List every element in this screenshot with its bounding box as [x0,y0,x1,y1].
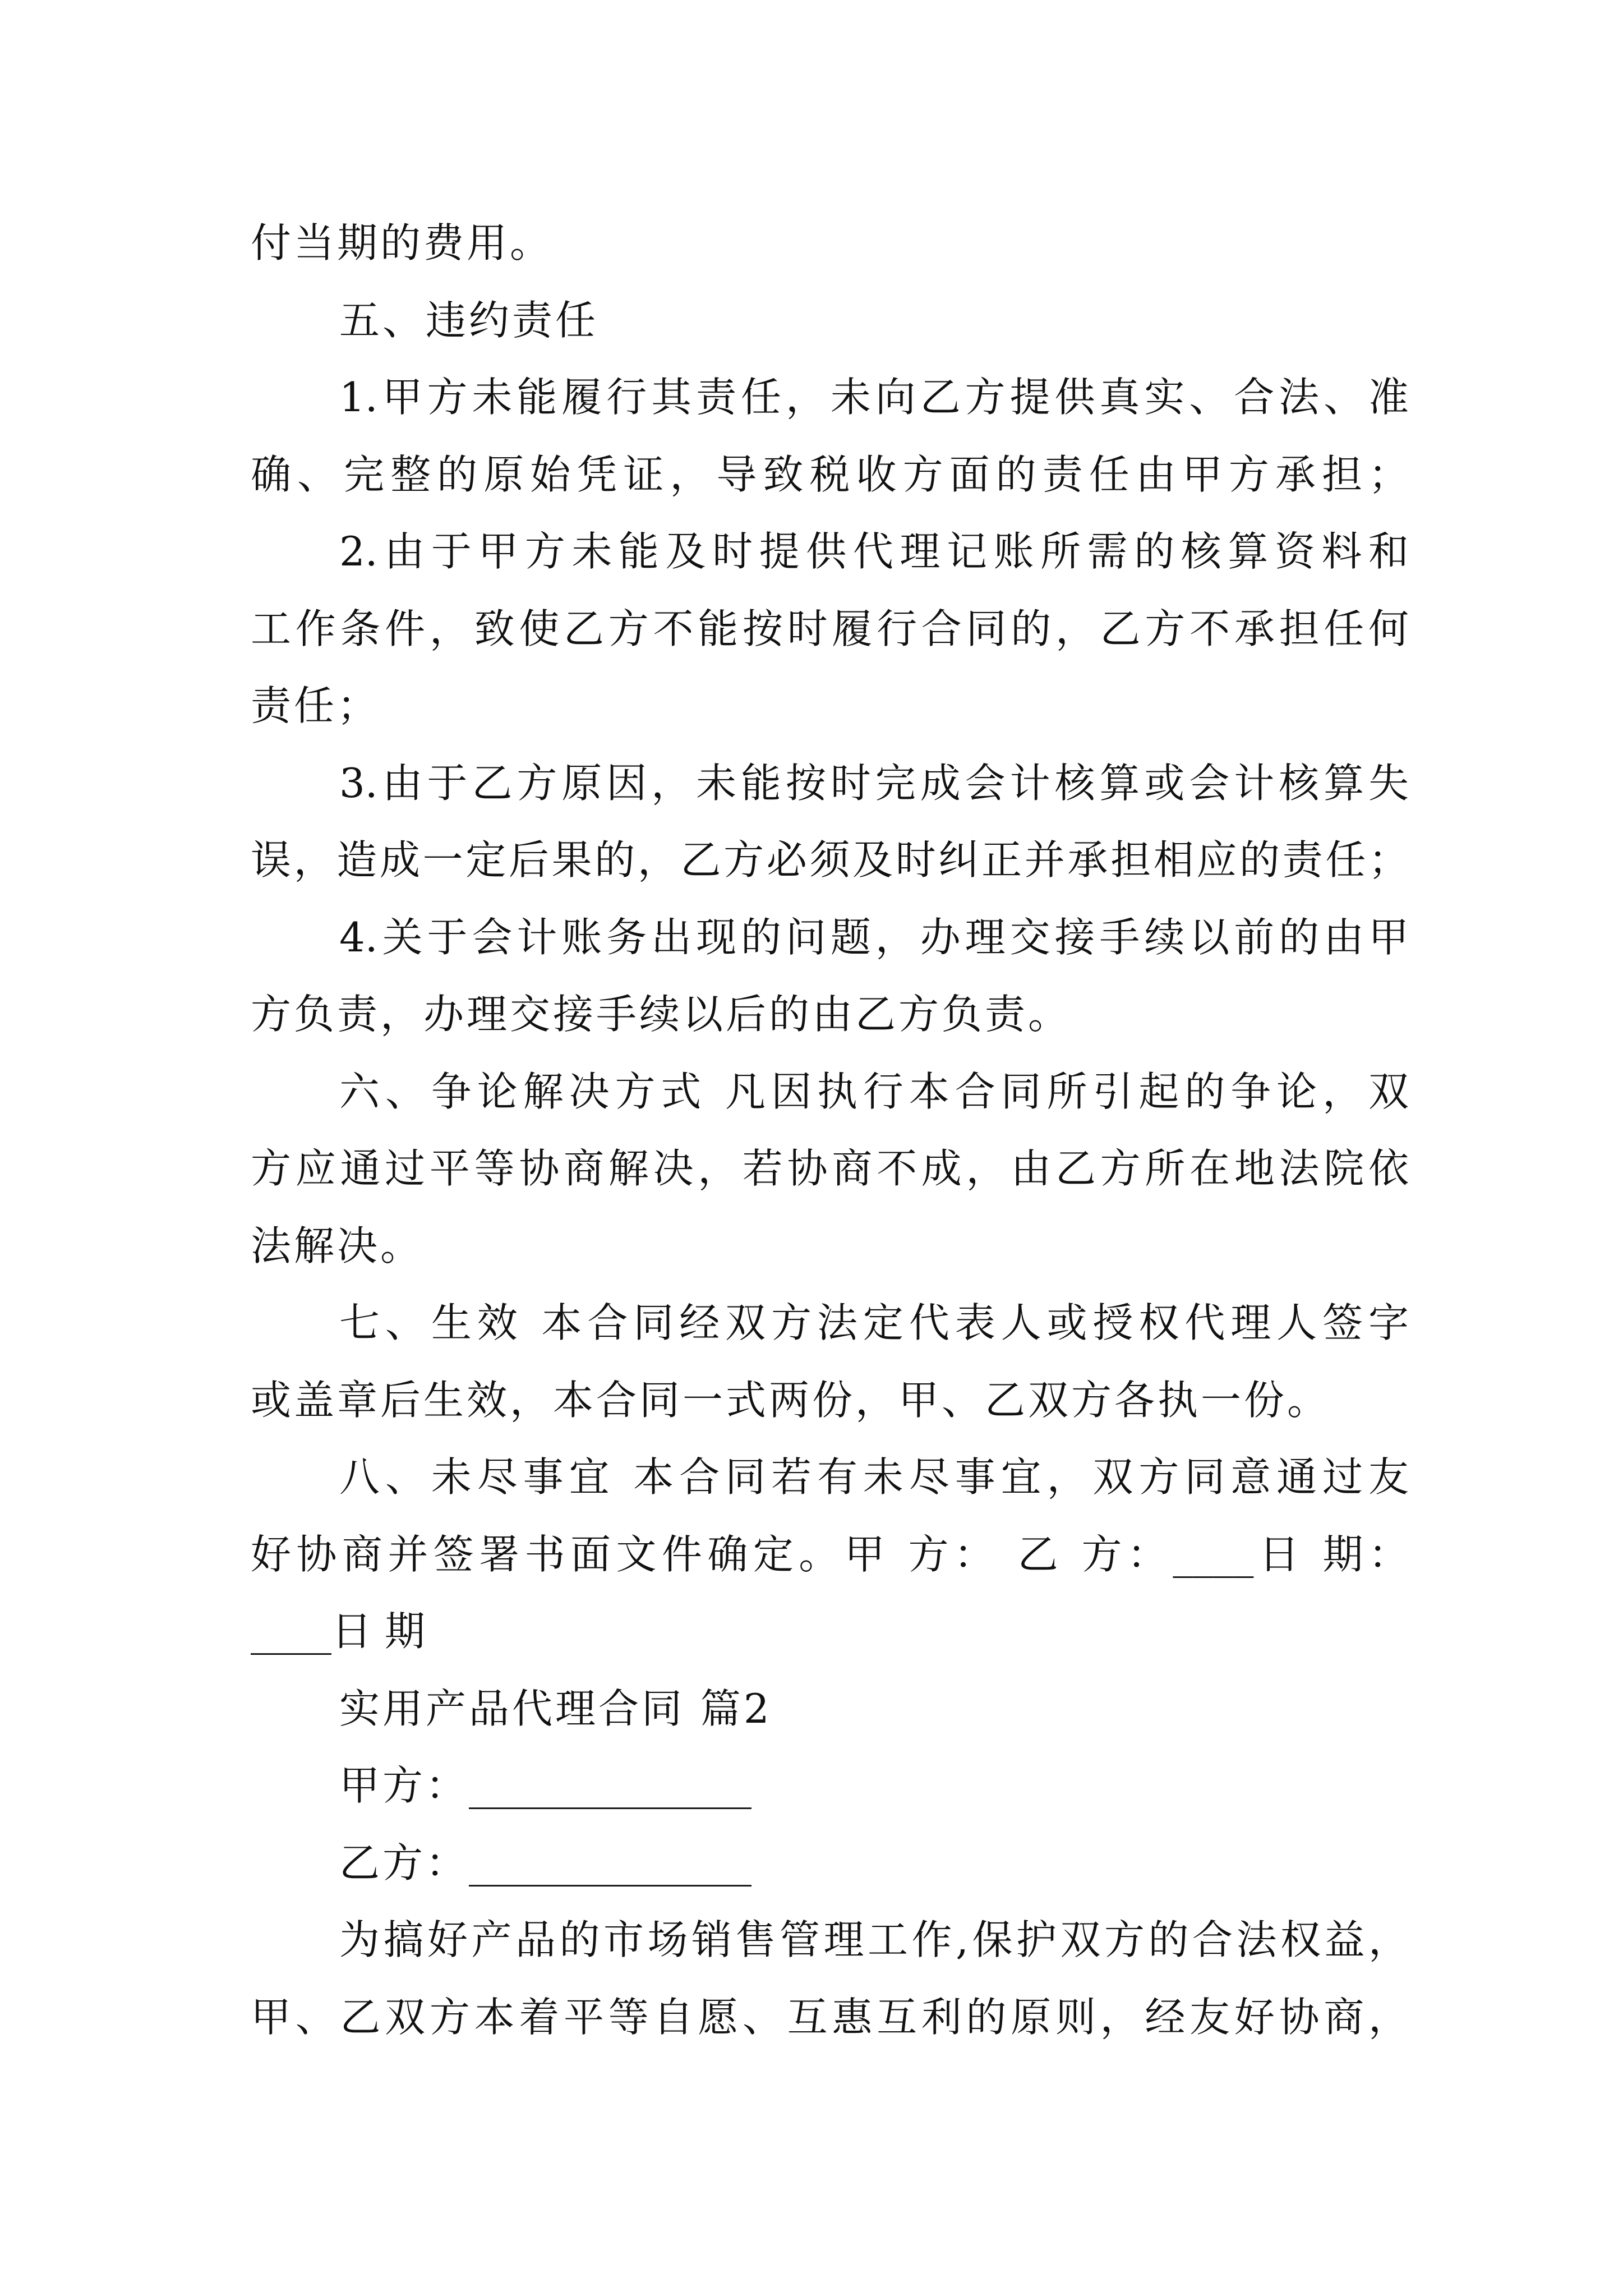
clause-4-line-1: 4.关于会计账务出现的问题，办理交接手续以前的由甲 [339,913,1409,961]
clause-4-line-2: 方负责，办理交接手续以后的由乙方负责。 [251,991,1072,1038]
clause-2-line-2: 工作条件，致使乙方不能按时履行合同的，乙方不承担任何 [251,605,1409,652]
document-body [251,205,1409,2056]
section-dispute-line-3: 法解决。 [251,1222,424,1269]
clause-2-line-1: 2.由于甲方未能及时提供代理记账所需的核算资料和 [339,528,1409,575]
preamble-line-1: 为搞好产品的市场销售管理工作,保护双方的合法权益， [339,1916,1409,1963]
party-a-label: 甲方： [339,1762,469,1809]
clause-2-line-3: 责任； [251,682,381,729]
section-effect-line-2: 或盖章后生效，本合同一式两份，甲、乙双方各执一份。 [251,1376,1331,1424]
party-b-row [251,1825,1409,1902]
party-a-blank: ______________ [469,1762,752,1809]
party-b-blank: ______________ [469,1839,752,1887]
clause-3-line-1: 3.由于乙方原因，未能按时完成会计核算或会计核算失 [339,759,1409,807]
party-b-label: 乙方： [339,1839,469,1887]
section-heading-breach: 五、违约责任 [339,296,599,344]
section-dispute-line-1: 六、争论解决方式 凡因执行本合同所引起的争论，双 [339,1068,1409,1115]
section-dispute-line-2: 方应通过平等协商解决，若协商不成，由乙方所在地法院依 [251,1145,1409,1192]
section-misc-line-1: 八、未尽事宜 本合同若有未尽事宜，双方同意通过友 [339,1453,1409,1501]
clause-1-line-1: 1.甲方未能履行其责任，未向乙方提供真实、合法、准 [339,374,1409,421]
contract-2-title: 实用产品代理合同 篇2 [339,1685,772,1732]
clause-1-line-2: 确、完整的原始凭证，导致税收方面的责任由甲方承担； [251,450,1409,498]
clause-3-line-2: 误，造成一定后果的，乙方必须及时纠正并承担相应的责任； [251,836,1409,884]
preamble-line-2: 甲、乙双方本着平等自愿、互惠互利的原则，经友好协商， [251,1993,1409,2041]
continuation-text: 付当期的费用。 [251,219,554,266]
section-effect-line-1: 七、生效 本合同经双方法定代表人或授权代理人签字 [339,1299,1409,1346]
section-misc-line-3-date: ____日 期 [251,1608,425,1655]
party-a-row [251,1747,1409,1825]
section-misc-line-2-signatures: 好协商并签署书面文件确定。甲 方： 乙 方：____日 期： [251,1530,1409,1578]
